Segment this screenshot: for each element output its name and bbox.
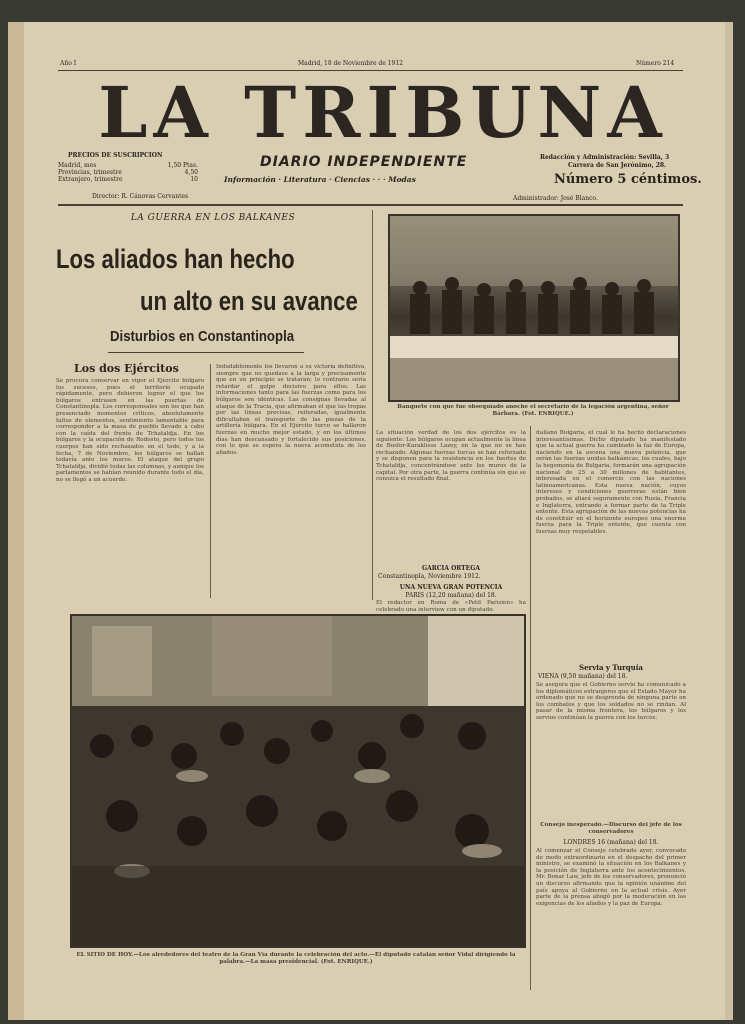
headline-line-2: un alto en su avance <box>140 286 358 316</box>
section-label: LA GUERRA EN LOS BALKANES <box>130 213 296 223</box>
issue-date: Madrid, 18 de Noviembre de 1912 <box>298 60 403 67</box>
crowd-photo-caption: EL SITIO DE HOY.—Los alrededores del teatro de la Gran Vía durante la celebración del acto.—El diputado catalán señor Vidal dirigiendo la palabra.—La masa presidencial. (Fot. ENRIQUE.) <box>76 952 516 965</box>
right-column-top: italiano Bulgaria, el cual le ha hecho declaraciones interesantísimas. Dicho diputado ha manifestado que la actual guerra ha cambiado la faz de Europa, naciendo en la escena una nueva potencia, que serán las fuerzas unidas balkánicas, los cuales, bajo la hegemonía de Bulgaria, formarán una agrupación nacional de 25 a 30 millones de habitantes, interesada en el comercio con las naciones latinoamericanas. Esta nueva nación, cuyos intereses y condiciones guerreras están bien probados, se aliará seguramente con Rusia, Francia e Inglaterra, entrando a formar parte de la Triple entente. Esta agrupación de las nuevas potencias ha de constituir en el horizonte europeo una enorme fuerza para la Triple entente, que cuenta con fuerzas muy respetables. <box>536 430 686 535</box>
masthead-tagline: Información · Literatura · Ciencias · · · Modas <box>224 175 416 184</box>
serbia-heading: Servia y Turquía <box>579 663 643 672</box>
banquet-photo-image <box>390 216 678 400</box>
subscription-place: Extranjero, trimestre <box>58 176 123 183</box>
masthead-title: LA TRIBUNA <box>98 71 668 154</box>
crowd-photo <box>70 614 526 948</box>
masthead-subtitle: DIARIO INDEPENDIENTE <box>260 154 468 170</box>
subscription-row <box>58 169 198 176</box>
consejo-heading: Consejo inesperado.—Discurso del jefe de los conservadores <box>540 822 682 835</box>
main-story-column-2: Indudablemente los llevaron a su victoria definitiva, siempre que no quedase a la larga y precisamente que en un principio se trataran; lo contrario sería retardar el golpe decisivo para ellos. Las informaciones tanto para las fuerzas como para los búlgaros son idénticas. Las consignas llevadas al ataque de la Tracia, que afirmaban el que las tropas por las líneas precisas, reiteradas, igualmente dificultaban el transporte de las piezas de la artillería búlgara. En el Ejército turco se hallaron fuerzas en mucho mejor estado, y en los últimos días han descansado y fortalecido sus posiciones, con lo que se espera la nueva acometida de los aliados. <box>216 364 366 456</box>
main-story-column-1: Se procura conservar en vigor el Ejército búlgaro los sucesos, pues el territorio ocupado rápidamente, pero debieron lograr el que los búlgaros entrasen en las puertas de Constantinopla. Los corresponsales son los que han presenciado momentos críticos, absolutamente faltos de elementos, sentimiento lamentable para corresponder a la masa de pueblo llevado a cabo con la caída del frente de Tchataldja. En los búlgaros y la ocupación de Rodosto, pero todos los cuerpos han sido rechazados en el todo, y a la fecha, 7 de Noviembre, los búlgaros se hallan todavía ante los muros. El ataque del grupo Tchataldja, dividió todas las columnas, y aunque los parlamentos se habían reunido durante todo el día, no se llegó a un acuerdo. <box>56 378 204 483</box>
column-divider <box>210 364 211 598</box>
subscription-table <box>58 162 198 183</box>
copy-price: Número 5 céntimos. <box>554 172 702 187</box>
subscription-heading: PRECIOS DE SUSCRIPCION <box>68 152 163 159</box>
subscription-price: 10 <box>190 176 198 183</box>
mid-story-text: La situación verdad de los dos ejércitos es la siguiente: Los búlgaros ocupan actualmente la línea de Bosfor-Karaklisse Lazey, en la que no se han rechazado. Algunas fuerzas turcas se han reforzado y se disponen para la resistencia en los fuertes de Tchataldja, concentrándose ante los muros de la capital. Por otra parte, la guerra continúa sin que se conozca el resultado final. <box>376 430 526 483</box>
issue-number: Número 214 <box>636 60 675 67</box>
banquet-photo <box>388 214 680 402</box>
column-divider <box>530 426 531 990</box>
director-line: Director: R. Cánovas Cervantes <box>92 193 189 200</box>
consejo-text: Al comenzar el Consejo celebrado ayer, convocado de modo extraordinario en el despacho del primer ministro, se examinó la situación en los Balkanes y la posición de Inglaterra ante los acontecimientos. Mr. Bonar Law, jefe de los conservadores, pronunció un discurso afirmando que la opinión unánime del país apoya al Gobierno en la actual crisis. Ayer parte de la prensa abogó por la moderación en las exigencias de los aliados y la paz de Europa. <box>536 848 686 907</box>
headline-underline <box>108 352 304 353</box>
page-fold <box>725 22 733 1020</box>
masthead-rule <box>58 204 683 206</box>
newspaper-page <box>8 22 733 1020</box>
subscription-price: 1,50 Ptas. <box>167 162 198 169</box>
page-binding-edge <box>8 22 24 1020</box>
issue-year: Año I <box>60 60 77 67</box>
mid-story-signature: GARCIA ORTEGA <box>421 565 481 572</box>
subhead-dos-ejercitos: Los dos Ejércitos <box>74 362 179 375</box>
admin-address-2: Carrera de San Jerónimo, 28. <box>568 162 667 169</box>
subscription-row <box>58 162 198 169</box>
admin-address-1: Redacción y Administración: Sevilla, 3 <box>540 154 670 161</box>
headline-line-1: Los aliados han hecho <box>56 244 295 274</box>
consejo-dateline: LONDRES 16 (mañana) del 18. <box>563 839 659 846</box>
subscription-place: Provincias, trimestre <box>58 169 122 176</box>
subscription-place: Madrid, mes <box>58 162 97 169</box>
column-divider <box>372 210 373 600</box>
subscription-row <box>58 176 198 183</box>
headline-line-3: Disturbios en Constantinopla <box>110 328 295 345</box>
banquet-photo-caption: Banquete con que fue obsequiado anoche el secretario de la legación argentina, señor Bárbara. (Fot. ENRIQUE.) <box>397 404 669 417</box>
administrator-line: Administrador: José Blanco. <box>513 195 598 202</box>
subscription-price: 4,50 <box>184 169 198 176</box>
serbia-text: Se asegura que el Gobierno servio ha comunicado a los diplomáticos extranjeros que el Estado Mayor ha ordenado que no se desprenda de ninguna parte en los combates y que los soldados no se rindan. Al pasar de la misma frontera, los búlgaros y los servios continúan la guerra con los turcos. <box>536 682 686 721</box>
potencia-dateline: PARIS (12,20 mañana) del 18. <box>405 592 497 599</box>
crowd-photo-image <box>72 616 524 946</box>
mid-story-dateline: Constantinopla, Noviembre 1912. <box>378 573 481 580</box>
serbia-dateline: VIENA (9,50 mañana) del 18. <box>538 673 628 680</box>
potencia-heading: UNA NUEVA GRAN POTENCIA <box>399 584 503 591</box>
potencia-text: El redactor en Roma de «Petit Parisien» ha celebrado una interview con un diputado. <box>376 600 526 613</box>
